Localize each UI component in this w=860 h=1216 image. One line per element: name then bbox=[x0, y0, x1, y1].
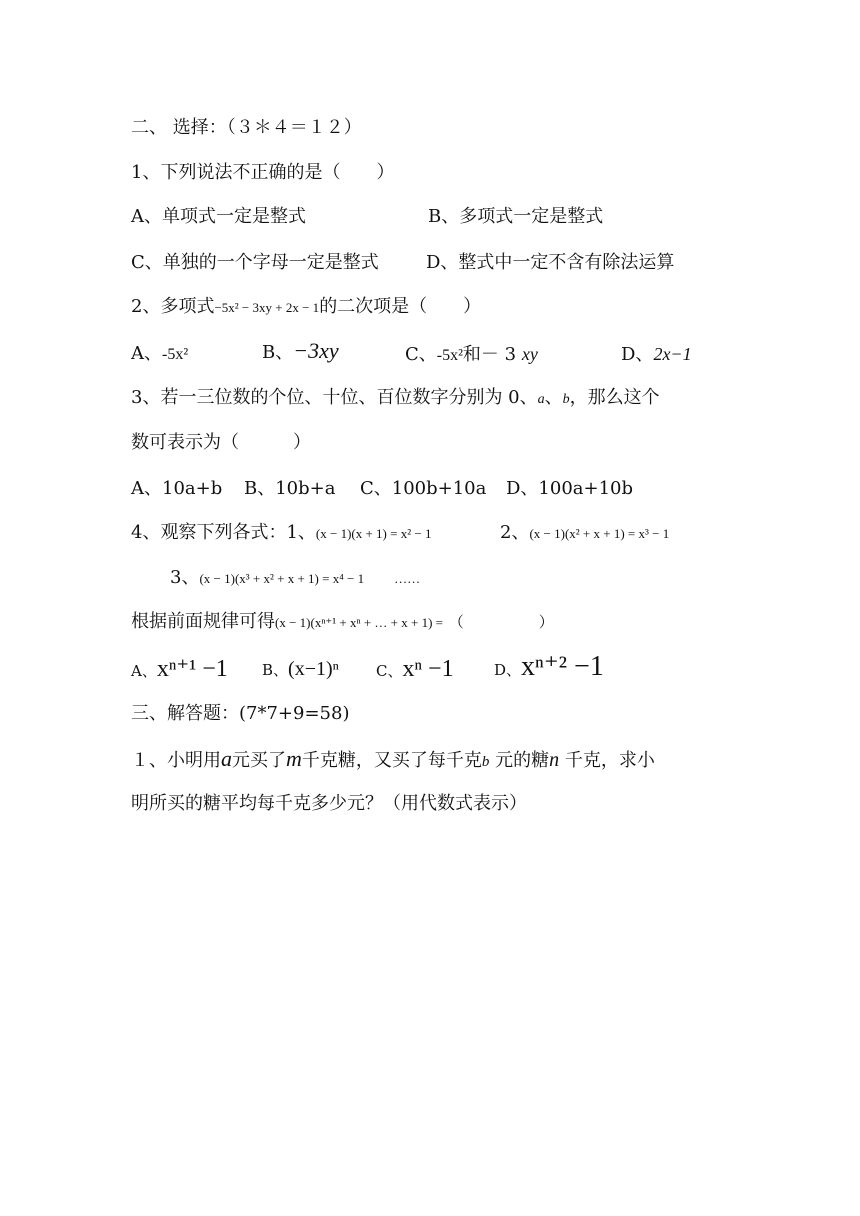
q2-stem-post: 的二次项是（ ） bbox=[319, 296, 482, 317]
q1-option-c: C、单独的一个字母一定是整式 bbox=[131, 252, 379, 273]
q2-c-value1: -5x² bbox=[436, 347, 463, 364]
q4-stem-line1 bbox=[131, 520, 431, 547]
q3-option-c: C、100b+10a bbox=[360, 478, 487, 499]
q1-option-d: D、整式中一定不含有除法运算 bbox=[426, 252, 675, 273]
q4-d-value: xⁿ⁺² −1 bbox=[521, 651, 604, 682]
s3q1-line2: 明所买的糖平均每千克多少元？（用代数式表示） bbox=[131, 793, 527, 814]
section3-title: 三、解答题：(7*7+9=58) bbox=[131, 703, 350, 724]
section2-title: 二、 选择：（３＊４＝１２） bbox=[131, 117, 362, 138]
q3-stem-part1: 3、若一三位数的个位、十位、百位数字分别为 0、 bbox=[131, 387, 538, 408]
q1-option-a: A、单项式一定是整式 bbox=[131, 206, 306, 227]
q2-d-label: D、 bbox=[621, 344, 654, 365]
q3-option-d: D、100a+10b bbox=[506, 478, 634, 499]
s3q1-p2: 元买了 bbox=[232, 750, 286, 771]
q2-stem bbox=[131, 294, 481, 321]
q2-stem-pre: 2、多项式 bbox=[131, 296, 215, 317]
q3-var-a: a bbox=[537, 392, 545, 407]
q4-a-label: A、 bbox=[131, 662, 157, 680]
q3-option-b: B、10b+a bbox=[244, 478, 336, 499]
s3q1-var-b: b bbox=[481, 754, 490, 770]
q4-formula-3: (x − 1)(x³ + x² + x + 1) = x⁴ − 1 bbox=[199, 571, 365, 586]
q3-sep: 、 bbox=[544, 387, 563, 408]
q4-ellipsis: …… bbox=[394, 571, 421, 586]
q4-option-b bbox=[262, 656, 339, 683]
s3q1-var-a: a bbox=[221, 746, 232, 771]
q2-option-d bbox=[621, 341, 692, 368]
q2-option-a bbox=[131, 341, 188, 368]
q4-stem: 4、观察下列各式：1、 bbox=[131, 522, 316, 543]
q4-d-label: D、 bbox=[494, 661, 522, 679]
q2-c-value2: xy bbox=[521, 344, 538, 364]
q2-a-label: A、 bbox=[131, 343, 162, 364]
q4-label-2: 2、 bbox=[500, 522, 530, 543]
q2-c-and: 和－ 3 bbox=[462, 344, 517, 365]
q3-stem-part2: ，那么这个 bbox=[569, 387, 660, 408]
q2-option-b bbox=[262, 338, 339, 366]
q2-a-value: -5x² bbox=[162, 346, 189, 363]
q4-c-label: C、 bbox=[376, 662, 403, 680]
q2-c-label: C、 bbox=[405, 344, 437, 365]
q4-rule-pre: 根据前面规律可得 bbox=[131, 611, 275, 632]
q3-option-a: A、10a+b bbox=[131, 478, 223, 499]
q4-c-value: xⁿ −1 bbox=[402, 656, 454, 682]
q4-a-value: xⁿ⁺¹ −1 bbox=[156, 656, 228, 682]
s3q1-var-n: n bbox=[549, 749, 560, 771]
q2-option-c bbox=[405, 341, 538, 369]
s3q1-p5: 千克，求小 bbox=[559, 750, 655, 771]
s3q1-line1 bbox=[131, 746, 655, 775]
q4-rule-formula: (x − 1)(xⁿ⁺¹ + xⁿ + … + x + 1) = bbox=[275, 615, 444, 630]
s3q1-p3: 千克糖，又买了每千克 bbox=[301, 750, 482, 771]
q3-stem-line1 bbox=[131, 385, 660, 413]
q4-option-d bbox=[494, 651, 604, 683]
s3q1-p4: 元的糖 bbox=[489, 750, 550, 771]
q4-option-c bbox=[376, 656, 454, 684]
q2-polynomial: −5x² − 3xy + 2x − 1 bbox=[214, 300, 320, 315]
q4-formula-1: (x − 1)(x + 1) = x² − 1 bbox=[315, 526, 432, 541]
q1-option-b: B、多项式一定是整式 bbox=[428, 206, 604, 227]
q4-b-label: B、 bbox=[262, 661, 289, 679]
q2-d-value: 2x−1 bbox=[653, 344, 692, 364]
q1-stem: 1、下列说法不正确的是（ ） bbox=[131, 162, 395, 183]
q3-stem-line2: 数可表示为（ ） bbox=[131, 432, 311, 453]
q4-option-a bbox=[131, 656, 228, 684]
q2-b-value: −3xy bbox=[293, 338, 339, 363]
q4-rule-post: （ ） bbox=[448, 613, 554, 631]
q4-formula2-line bbox=[500, 520, 669, 547]
q3-var-b: b bbox=[562, 392, 570, 407]
q4-label-3: 3、 bbox=[170, 567, 200, 588]
q4-rule-line bbox=[131, 609, 554, 636]
s3q1-var-m: m bbox=[286, 746, 302, 771]
q2-b-label: B、 bbox=[262, 342, 294, 363]
q4-formula-2: (x − 1)(x² + x + 1) = x³ − 1 bbox=[529, 526, 670, 541]
q4-b-value: (x−1)ⁿ bbox=[288, 658, 339, 680]
s3q1-p1: １、小明用 bbox=[131, 750, 221, 771]
q4-formula3-line bbox=[170, 565, 420, 592]
